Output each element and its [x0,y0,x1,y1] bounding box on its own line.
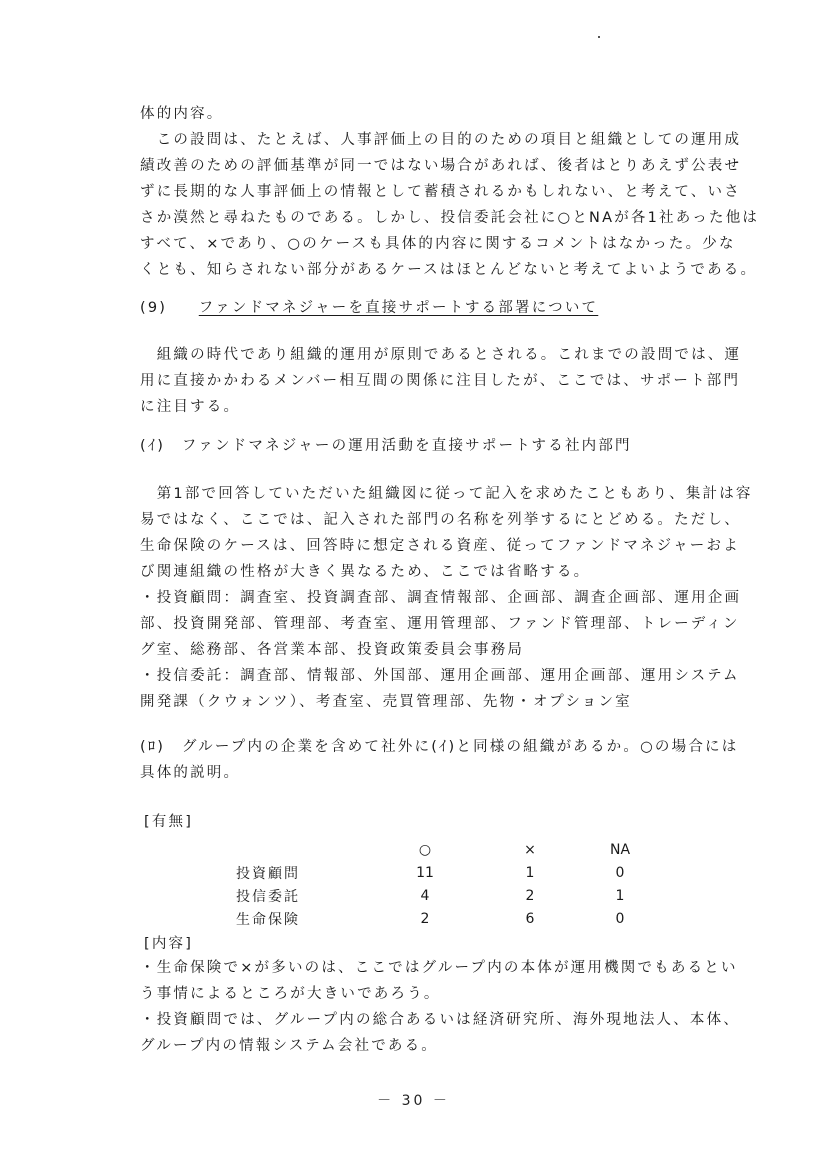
content-caption: [内容] [144,936,194,952]
header-yes: ○ [418,841,432,858]
body-line: び関連組織の性格が大きく異なるため、ここでは省略する。 [140,564,591,580]
subsection-heading: (ﾛ) グループ内の企業を含めて社外に(ｲ)と同様の組織があるか。○の場合には [140,739,739,755]
table-row [236,884,660,907]
subsection-heading: (ｲ) ファンドマネジャーの運用活動を直接サポートする社内部門 [140,438,632,454]
body-line: 用に直接かかわるメンバー相互間の関係に注目したが、ここでは、サポート部門 [140,373,741,389]
cell-yes: 4 [420,887,430,904]
cell-no: 6 [525,910,535,927]
cell-na: 0 [615,910,625,927]
content-line: ・生命保険で×が多いのは、ここではグループ内の本体が運用機関でもあるとい [140,960,738,976]
body-line: 生命保険のケースは、回答時に想定される資産、従ってファンドマネジャーおよ [140,538,740,554]
list-line: グ室、総務部、各営業本部、投資政策委員会事務局 [140,642,525,658]
body-line: くとも、知らされない部分があるケースはほとんどないと考えてよいようである。 [140,262,758,278]
header-na: NA [609,841,631,858]
row-label: 生命保険 [236,911,300,928]
table-caption: [有無] [144,814,194,830]
cell-na: 0 [615,864,625,881]
cell-no: 2 [525,887,535,904]
cell-na: 1 [615,887,625,904]
body-line: 体的内容。 [140,106,224,122]
row-label: 投資顧問 [236,865,300,882]
table-header-row [236,838,660,861]
cell-no: 1 [525,864,535,881]
list-line: ・投信委託：調査部、情報部、外国部、運用企画部、運用企画部、運用システム [140,668,740,684]
body-line: 易ではなく、ここでは、記入された部門の名称を列挙するにとどめる。ただし、 [140,512,741,528]
section-title: ファンドマネジャーを直接サポートする部署について [198,300,599,316]
section-number: (9) [140,300,168,316]
content-line: ・投資顧問では、グループ内の総合あるいは経済研究所、海外現地法人、本体、 [140,1012,741,1028]
count-table [236,838,660,930]
body-line: 組織の時代であり組織的運用が原則であるとされる。これまでの設問では、運 [140,347,742,363]
table-row [236,907,660,930]
table-row [236,861,660,884]
list-line: 部、投資開発部、管理部、考査室、運用管理部、ファンド管理部、トレーディン [140,616,740,632]
cell-yes: 11 [416,864,434,881]
body-line: ずに長期的な人事評価上の情報として蓄積されるかもしれない、と考えて、いさ [140,184,741,200]
subsection-heading-cont: 具体的説明。 [140,765,241,781]
content-line: う事情によるところが大きいであろう。 [140,986,441,1002]
content-line: グループ内の情報システム会社である。 [140,1038,438,1054]
body-line: 第1部で回答していただいた組織図に従って記入を求めたこともあり、集計は容 [140,486,753,502]
body-line: 績改善のための評価基準が同一ではない場合があれば、後者はとりあえず公表せ [140,158,742,174]
scan-speck [598,36,600,38]
page-number: － 30 － [377,1093,450,1109]
list-line: 開発課（クウォンツ）、考査室、売買管理部、先物・オプション室 [140,694,632,710]
body-line: さか漠然と尋ねたものである。しかし、投信委託会社に○とNAが各1社あった他は [140,210,760,226]
header-blank [236,838,370,861]
header-no: × [524,841,536,858]
list-line: ・投資顧問：調査室、投資調査部、調査情報部、企画部、調査企画部、運用企画 [140,590,742,606]
body-line: に注目する。 [140,399,241,415]
body-line: すべて、×であり、○のケースも具体的内容に関するコメントはなかった。少な [140,236,736,252]
section-heading [140,298,740,318]
cell-yes: 2 [420,910,430,927]
body-line: この設問は、たとえば、人事評価上の目的のための項目と組織としての運用成 [140,132,742,148]
row-label: 投信委託 [236,888,300,905]
